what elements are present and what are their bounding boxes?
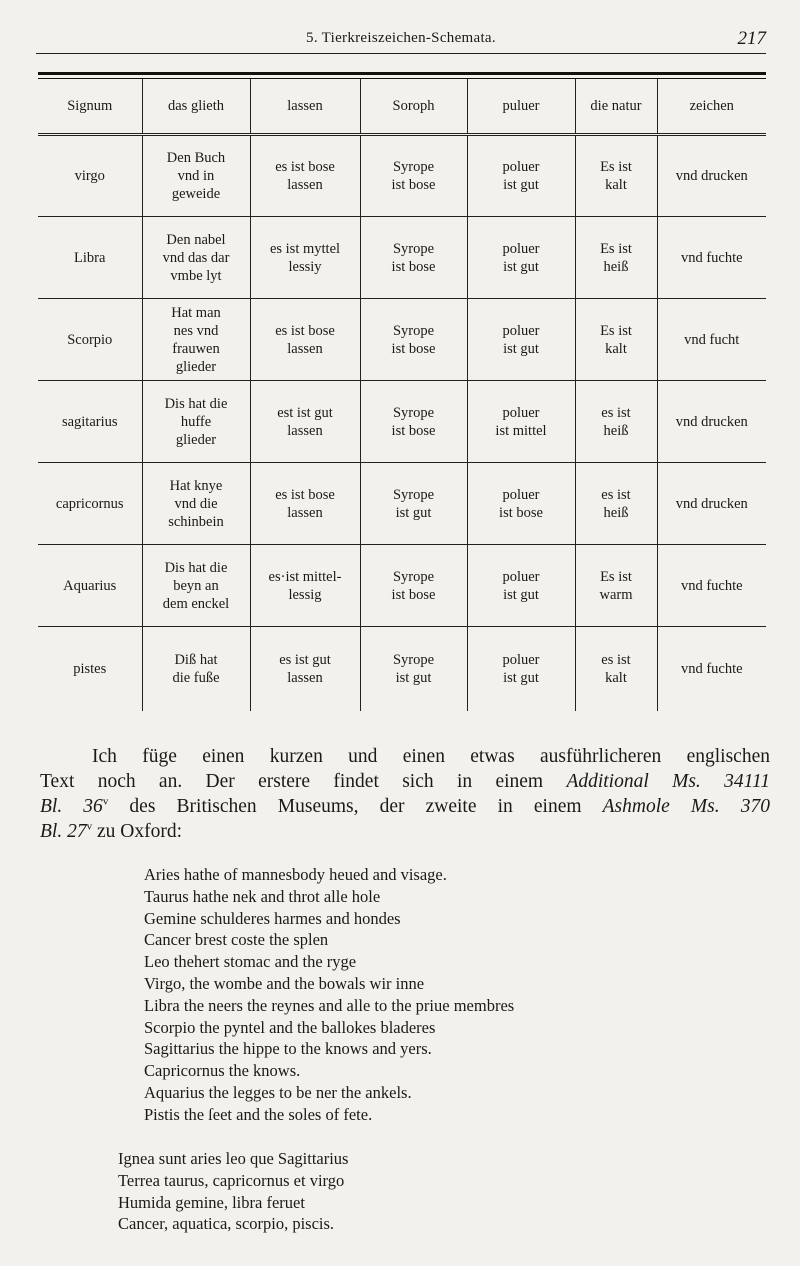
verse-line: Humida gemine, libra feruet — [118, 1192, 305, 1212]
table-cell: capricornus — [38, 463, 142, 545]
paragraph-line: Bl. 36$^v$ des Britischen Museums, der zweite in einem Ashmole Ms. 370 — [40, 795, 770, 817]
table-row — [38, 135, 766, 217]
table-cell: Hat man nes vnd frauwen glieder — [142, 299, 250, 381]
verse-line: Cancer brest coste the splen — [144, 930, 329, 950]
folio-reference: Bl. 27 — [40, 821, 87, 842]
english-verse — [144, 864, 704, 1126]
table-cell: poluer ist gut — [467, 135, 575, 217]
table-cell: Diß hat die fuße — [142, 627, 250, 712]
table-cell: es ist bose lassen — [250, 135, 360, 217]
paragraph-line: Text noch an. Der erstere findet sich in einem Additional Ms. 34111 — [40, 771, 770, 792]
table-cell: es ist myttel lessiy — [250, 217, 360, 299]
table-cell: es ist heiß — [575, 381, 657, 463]
column-header: Signum — [38, 79, 142, 135]
table-top-rule — [38, 72, 766, 75]
table-cell: Syrope ist bose — [360, 545, 467, 627]
table-cell: Es ist warm — [575, 545, 657, 627]
running-header — [36, 26, 766, 54]
table-cell: Syrope ist gut — [360, 463, 467, 545]
table-cell: Scorpio — [38, 299, 142, 381]
table-cell: Es ist heiß — [575, 217, 657, 299]
column-header: puluer — [467, 79, 575, 135]
table-cell: pistes — [38, 627, 142, 712]
verse-line: Scorpio the pyntel and the ballokes bladeres — [144, 1017, 436, 1037]
table-cell: poluer ist gut — [467, 627, 575, 712]
table-cell: es·ist mittel- lessig — [250, 545, 360, 627]
table-cell: poluer ist gut — [467, 217, 575, 299]
verse-line: Gemine schulderes harmes and hondes — [144, 908, 401, 928]
table-cell: vnd fuchte — [657, 217, 766, 299]
verse-line: Pistis the ſeet and the soles of fete. — [144, 1104, 373, 1124]
table-row — [38, 463, 766, 545]
table-cell: poluer ist mittel — [467, 381, 575, 463]
table-cell: poluer ist gut — [467, 545, 575, 627]
table-cell: Libra — [38, 217, 142, 299]
table-cell: poluer ist bose — [467, 463, 575, 545]
table-cell: Es ist kalt — [575, 135, 657, 217]
table-cell: Syrope ist bose — [360, 299, 467, 381]
table-row — [38, 299, 766, 381]
verse-line: Libra the neers the reynes and alle to the priue membres — [144, 995, 515, 1015]
table-cell: vnd drucken — [657, 463, 766, 545]
folio-reference: Bl. 36 — [40, 796, 103, 817]
paragraph-line: Ich füge einen kurzen und einen etwas ausführlicheren englischen — [92, 746, 770, 767]
body-paragraph — [40, 744, 770, 844]
zodiac-table-container — [38, 72, 766, 711]
table-cell: vnd fucht — [657, 299, 766, 381]
table-header-row — [38, 79, 766, 135]
running-title: 5. Tierkreiszeichen-Schemata. — [306, 30, 496, 46]
paragraph-line: Bl. 27$^v$ zu Oxford: — [40, 820, 182, 842]
table-cell: es ist heiß — [575, 463, 657, 545]
table-cell: Syrope ist bose — [360, 381, 467, 463]
manuscript-reference: Additional Ms. 34111 — [566, 771, 770, 792]
table-cell: Dis hat die huffe glieder — [142, 381, 250, 463]
zodiac-schema-table — [38, 79, 766, 711]
table-cell: Dis hat die beyn an dem enckel — [142, 545, 250, 627]
manuscript-reference: Ashmole Ms. 370 — [602, 796, 770, 817]
verse-line: Leo thehert stomac and the ryge — [144, 952, 357, 972]
table-cell: Den Buch vnd in geweide — [142, 135, 250, 217]
table-row — [38, 381, 766, 463]
table-row — [38, 545, 766, 627]
page-number: 217 — [737, 28, 766, 49]
verse-line: Terrea taurus, capricornus et virgo — [118, 1170, 345, 1190]
table-cell: Es ist kalt — [575, 299, 657, 381]
table-row — [38, 217, 766, 299]
table-cell: Syrope ist bose — [360, 217, 467, 299]
verse-line: Ignea sunt aries leo que Sagittarius — [118, 1149, 349, 1168]
table-cell: Syrope ist gut — [360, 627, 467, 712]
column-header: lassen — [250, 79, 360, 135]
verse-line: Aquarius the legges to be ner the ankels. — [144, 1082, 412, 1102]
table-cell: vnd drucken — [657, 381, 766, 463]
latin-verse — [118, 1148, 678, 1235]
table-cell: virgo — [38, 135, 142, 217]
table-cell: vnd drucken — [657, 135, 766, 217]
verse-line: Aries hathe of mannesbody heued and visage. — [144, 865, 447, 884]
verse-line: Sagittarius the hippe to the knows and yers. — [144, 1039, 432, 1059]
table-cell: Hat knye vnd die schinbein — [142, 463, 250, 545]
column-header: das glieth — [142, 79, 250, 135]
table-cell: Aquarius — [38, 545, 142, 627]
table-cell: est ist gut lassen — [250, 381, 360, 463]
verse-line: Taurus hathe nek and throt alle hole — [144, 886, 381, 906]
verse-line: Virgo, the wombe and the bowals wir inne — [144, 973, 425, 993]
header-rule — [36, 53, 766, 54]
column-header: zeichen — [657, 79, 766, 135]
table-cell: sagitarius — [38, 381, 142, 463]
table-cell: es ist bose lassen — [250, 299, 360, 381]
table-cell: Syrope ist bose — [360, 135, 467, 217]
table-cell: es ist kalt — [575, 627, 657, 712]
table-row — [38, 627, 766, 712]
table-cell: vnd fuchte — [680, 661, 743, 677]
column-header: die natur — [575, 79, 657, 135]
verse-line: Capricornus the knows. — [144, 1061, 301, 1081]
table-cell: vnd fuchte — [657, 545, 766, 627]
table-cell: Den nabel vnd das dar vmbe lyt — [142, 217, 250, 299]
table-cell: es ist gut lassen — [250, 627, 360, 712]
column-header: Soroph — [360, 79, 467, 135]
table-cell: poluer ist gut — [467, 299, 575, 381]
verse-line: Cancer, aquatica, scorpio, piscis. — [118, 1214, 335, 1234]
table-cell: es ist bose lassen — [250, 463, 360, 545]
